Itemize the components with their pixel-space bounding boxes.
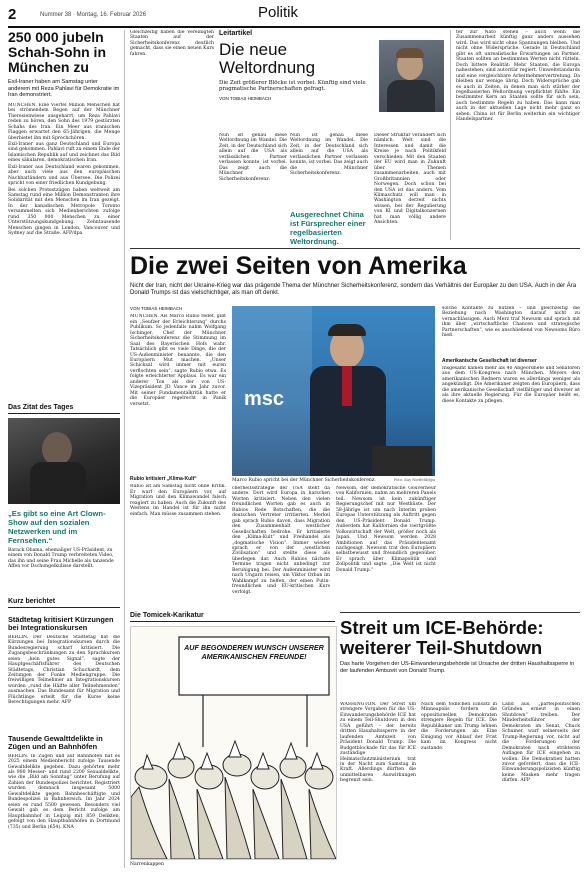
cartoon-sign-text: AUF BEGONDEREN WUNSCH UNSERER AMERIKANISCHEN FREUNDE! — [184, 643, 324, 661]
quote-attribution: Barack Obama, ehemaliger US-Präsident, zu einem von Donald Trump verbreiteten Video, das ihn und seine Frau Michelle als tanzende Affen vor Dschungelkulisse darstellt. — [8, 548, 114, 570]
editorial-col-left: Nun ist genau diese Weltordnung im Wandel. Die Zeit, in der Deutschland sich allein auf die USA als verlässlichen Partner verlassen konnte, ist vorbei. Das zeigt auch die Münchner Sicherheitskonferenz. — [219, 133, 287, 182]
lead-continuation: Gleichzeitig haben die Vereinigten Staaten auf der Sicherheitskonferenz deutlich gemacht, dass sie einen neuen Kurs fahren. — [130, 30, 214, 57]
main-story-col1 — [130, 306, 226, 606]
main-story-text: Rubio ist am Samstag nicht ohne Kritik. Er warf den Europäern vor, auf Migration und den Klimawandel falsch reagiert zu haben. Auch die Zukunft des Westens im Handel ist für ihn nicht einfach. Man müsse zusammen stehen. — [130, 484, 226, 517]
editorial-photo — [379, 40, 444, 112]
ice-story-col1: WASHINGTON. Der Streit um strengere Vorgaben für die US-Einwanderungsbehörde ICE hat zu einem Teil-Shutdown in den USA geführt – der bereits dritten Haushaltssperre in der laufenden Amtszeit von Präsident Donald Trump. Die Budgetblockade für das für ICE zuständige Heimatschutzministerium trat in der Nacht zum Samstag in Kraft. Allerdings dürften die unmittelbaren Auswirkungen begrenzt sein. — [340, 702, 416, 784]
ice-story-rule — [340, 612, 580, 613]
msc-logo: msc — [244, 388, 285, 410]
brief-body: BERLIN. Der Deutsche Städtetag hat die Kürzungen bei Integrationskursen durch die Bundesregierung scharf kritisiert. Die Zugangsbeschränkungen zu den Sprachkursen seien „kein gutes Signal“, sagte der Hauptgeschäftsführer des Deutschen Städtetags, Christian Schuchardt, dem Zeitungen der Funke Mediengruppe. Die freiwilligen Teilnehmer an Integrationskursen wurden „rund die Hälfte aller Teilnehmenden“ ausmachen. Das Bundesamt für Migration und Flüchtlinge erteilt für die Kurse keine Berechtigungen mehr. AFP — [8, 634, 120, 706]
page-number: 2 — [8, 6, 17, 23]
editorial-col-mid: Nun ist genau diese Weltordnung im Wandel. Die Zeit, in der Deutschland sich allein auf die USA als verlässlichen Partner verlassen konnte, ist vorbei. Das zeigt auch die Münchner Sicherheitskonferenz. — [290, 133, 368, 177]
cartoon-illustration — [131, 627, 336, 859]
brief-news-label: Kurz berichtet — [8, 598, 120, 608]
header-rule — [8, 26, 580, 28]
brief-body: BERLIN. In Zügen und auf Bahnhöfen hat es 2025 einem Medienbericht zufolge Tausende Gewaltdelikte gegeben. Dazu gehörten mehr als 980 Messer- und rund 2200 Sexualdelikte, wie die „Bild am Sonntag“ unter Berufung auf Zahlen der Bundespolizei berichtet. Registriert wurden demnach insgesamt 5000 Gewaltdelikte gegen Bahnbeschäftigte und Bundespolizei in Bahnbereich. Im Jahr 2024 seien es rund 5500 gewesen. Besonders viel Gewalt gab es dem Bericht zufolge am Hauptbahnhof in Leipzig mit 859 Delikten, gefolgt von den Hauptbahnhöfen in Dortmund (735) und Berlin (654). KNA — [8, 753, 120, 830]
editorial-label: Leitartikel — [219, 30, 253, 37]
brief-headline: Tausende Gewalttdelikte in Zügen und an Bahnhöfen — [8, 733, 103, 752]
quote-text: „Es gibt so eine Art Clown-Show auf den sozialen Netzwerken und im Fernsehen.“ — [8, 509, 106, 545]
editorial-col-right: Dieser Struktur verändert sich nämlich. Welt sind die Interessen und damit die Kreise je nach Politikfeld verschieden. Mit den Staaten der EU wird man in Zukunft über Themen zusammenarbeiten, auch mit Großbritannien oder Norwegen. Doch schon bei den USA ist das anders. Vom Klimaschutz will man in Washington derzeit nichts wissen, bei der Regulierung von KI und Digitalkonzernen hat man völlig andere Ansichten. — [374, 133, 446, 226]
lead-paragraph: Exil-Iraner aus ganz Deutschland und Europa sind gekommen. Pahlavi ruft zu einem Ende der Islamischen Republik auf und zeichnet das Bild eines säkularen, demokratischen Iran. — [8, 141, 120, 164]
cartoon-label: Die Tomicek-Karikatur — [130, 612, 335, 622]
ice-story-title: Streit um ICE-Behörde: weiterer Teil-Shutdown — [340, 617, 544, 658]
lead-paragraph: Bei solchen Protestzügen haben weltweit am Samstag rund eine Million Demonstranten ihre Solidarität mit den Menschen im Iran gezeigt. In der kanadischen Metropole Toronto versammelten sich Medienberichten zufolge rund 350 000 Menschen zu einer Unterstützungskundgebung. Zehntausende Menschen gingen in London, Vancouver und Sydney auf die Straße. AFP/dpa — [8, 187, 120, 237]
editorial-subtitle: Die Zeit größerer Blöcke ist vorbei. Künftig sind viele pragmatische Partnerschaften gefragt. — [219, 80, 366, 93]
issue-meta: Nummer 38 · Montag, 16. Februar 2026 — [40, 12, 147, 18]
quote-box-label: Das Zitat des Tages — [8, 404, 120, 414]
obama-photo — [8, 418, 120, 504]
main-story-title: Die zwei Seiten von Amerika — [130, 252, 467, 280]
cartoon-drawing — [130, 626, 337, 860]
main-story-author: VON TOBIAS HEIMBACH — [130, 306, 183, 311]
column-divider — [124, 30, 125, 868]
lead-story-body — [8, 103, 120, 403]
editorial-title: Die neue Weltordnung — [219, 40, 316, 77]
main-story-subhead: Rubio kritisiert „Klima-Kult“ — [130, 476, 197, 483]
lead-story-title: 250 000 jubeln Schah-Sohn in München zu — [8, 29, 106, 75]
main-story-text: solche Kontakte zu nutzen – und gleichzeitig die Beziehung nach Washington darauf nicht zu vernachlässigen. Auch Merz traf Newsom und sprach mit ihm über „wirtschaftliche Chancen und strategische Partnerschaften“, wie es anschließend von Newsoms Büro hieß. — [442, 306, 580, 339]
quote-box — [8, 404, 120, 604]
main-story-text: MÜNCHEN. Als Marco Rubio redet, gibt ein „Seufzer der Erleichterung“ durchs Publikum. So jedenfalls nahm Wolfgang Ischinger, Chef der Münchner Sicherheitskonferenz die Stimmung im Saal des Bayerischen Hofs wahr. Tatsächlich gibt es viele Dinge, die der US-Außenminister benannte, die den Europäern Mut machen. „Unser Schicksal wird immer mit euren verflochten sein“, sagte Rubio etwa. Es folgte erleichterter Applaus. Es war ein anderer Ton als der von US-Vizepräsident JD Vance im Jahr zuvor. Mit seiner Fundamentalkritik hatte er die Europäer regelrecht in Panik versetzt. — [130, 314, 226, 407]
photo-credit: Foto: Kay Nietfeld/dpa — [393, 478, 435, 482]
section-title: Politik — [258, 4, 299, 21]
main-story-col2: cherheitsstrategie der USA steht da andere. Dort wird Europa in harschen Worten kritisiert. Neben den vielen freundlichen Worten gab es auch in Rubios Rede Botschaften, die die deutschen Vertreter irritierten. Merkel gab sprach Rubio davon, dass Migration den Zusammenhalt westlicher Gesellschaften bedrohe. Er kritisierte den „Klima-Kult“ und Freihandel als „dogmatische Vision“. Immer wieder sprach er von der „westlichen Zivilisation“ und stellte diese als überlegen dar. Auch Rubios nächste Termine tragen nicht unbedingt zur Beruhigung bei. Der Außenminister wird nach Ungarn reisen, um Viktor Orban im Wahlkampf zu helfen, der einen Putin-freundlichen und EU-kritischen Kurs verfolgt. — [232, 486, 330, 595]
lead-story-subtitle: Exil-Iraner haben am Samstag unter anderem mit Reza Pahlavi für Demokratie im Iran demonstriert. — [8, 79, 120, 99]
main-story-col4 — [442, 306, 580, 606]
lead-paragraph: MÜNCHEN. Eine Viertel Million Menschen hat bei strömendem Regen auf der Münchner Theresienwiese ausgeharrt, um Reza Pahlavi reden zu hören, den Sohn des 1979 gestürzten Schahs des Iran. Ein Meer aus iranischen Flaggen erwartet den 65-Jährigen, die Menge überbietet ihn mit Sprechchören. — [8, 102, 120, 141]
editorial-pullquote-text: Ausgerechnet China ist Fürsprecher einer regelbasierten Weltordnung. — [290, 210, 366, 246]
main-story-col3: Newsom, der demokratische Gouverneur von Kalifornien, nahm an mehreren Panels teil. Newsom ist kein zukünftiger Regierungschef mit nur Westküste. Der 58-Jährige ist um nach Interim proben Europas Unterstützung als Auftritt gegen den US-Präsident Donald Trump. Außerdem hat Kalifornien die viertgrößte Volkswirtschaft der Welt, größer noch als Japan. Und Newsom werden 2028 Ambitionen auf das Präsidentenamt nachgesagt. Newsom trat den Europäern selbstbewusst und freundlich gegenüber. Er sprach über Klimapolitik und Zollpolitik und sagte: „Die Welt ist nicht Donald Trump.“ — [336, 486, 436, 573]
ice-story-col2: Nach dem tödlichen Einsatz in Minneapolis fordern die oppositionellen Demokraten strengere Regeln für ICE. Die Republikaner um Trump lehnen die Forderungen ab. Eine Einigung vor Ablauf der Frist kam im Kongress nicht zustande. — [421, 702, 497, 751]
brief-headline: Städtetag kritisiert Kürzungen bei Integrationskursen — [8, 615, 114, 633]
column-divider — [450, 30, 451, 240]
lead-paragraph: Exil-Iraner aus Deutschland waren gekommen, aber auch viele aus den europäischen Nachbarländern und aus Übersee. Die Polizei spricht von einer friedlichen Kundgebung. — [8, 164, 120, 187]
editorial-author: VON TOBIAS HEIMBACH — [219, 95, 272, 101]
brief-news — [8, 598, 120, 868]
main-story-text: Insgesamt kamen mehr als 40 Abgeordnete und Senatoren aus dem US-Kongress nach München. Meyers den amerikanischen Rednern waren es allerdings weniger als angekündigt. Die Amerikaner zeigten den Europäern, dass die amerikanische Gesellschaft vielfältiger und diverser ist als ihre aktuelle Regierung. Für die Europäer heißt es, diese Kontakte zu pflegen. — [442, 366, 580, 404]
photo-caption: Marco Rubio spricht bei der Münchner Sicherheitskonferenz. — [232, 478, 376, 483]
main-story-subhead: Amerikanische Gesellschaft ist diverser — [442, 358, 537, 364]
rubio-photo — [232, 306, 435, 476]
ice-story-col3: Land aus, „parteipolitischen Gründen erneut in einen Shutdown“ treiben. Der Minderheitsführer der Demokraten im Senat, Chuck Schumer, warf seinerseits der Trump-Regierung vor, nicht auf die Forderungen der Demokraten nach strikteren Auflagen für ICE eingehen zu wollen. Die Demokratien hatten zuvor gefordert, dass die ICE-Einwanderungspolizisten künftig keine Masken mehr tragen dürfen. AFP — [502, 702, 580, 784]
cartoon-credit: Narrenkappen — [130, 862, 164, 867]
right-column-body: ter zur Nato stehen – auch wenn die Zusammenarbeit künftig ganz anders aussehen wird. Das wird nicht ohne Spannungen bleiben. Und nicht ohne Widersprüche. Gerade in Deutschland gibt es oft unrealistische Erwartungen an Partner. Staaten sollten an bestimmten Werten nicht rütteln. Doch bittere Realität: Mehr Staaten, die Europa nahestehen, sind autoritär regiert. Umweltstandards und eine vergleichbare Arbeitnehmervertretung. Da bleiben nur wenige übrig. Doch Widersprüche gab es auch in Zeiten, in denen man sich stärker der regelbasierten Weltordnung verpflichtet fühlte. Ein bestimmter Kern an Staaten sollte für sich sein, auch bestimmte Regeln zu haben. Das kann man auch in der aktuellen Lage nicht mehr ganz so sehen. China ist für Berlin weiterhin ein wichtiger Handelspartner. — [456, 30, 580, 123]
main-story-teaser: Nicht der Iran, nicht der Ukraine-Krieg war das prägende Thema der Münchner Sicherheitskonferenz, sondern das Verhältnis der Europäer zu den USA. Auch in der Ära Donald Trumps ist das vielschichtiger, als man oft denkt. — [130, 283, 577, 297]
editorial-pullquote — [290, 210, 370, 246]
cartoon — [130, 612, 335, 868]
ice-story-subtitle: Das harte Vorgehen der US-Einwanderungsbehörde ist Ursache der dritten Haushaltssperre in der laufenden Amtszeit von Donald Trump. — [340, 661, 575, 674]
page-header — [0, 0, 587, 26]
main-story-rule — [130, 248, 580, 249]
lead-story — [8, 30, 120, 390]
